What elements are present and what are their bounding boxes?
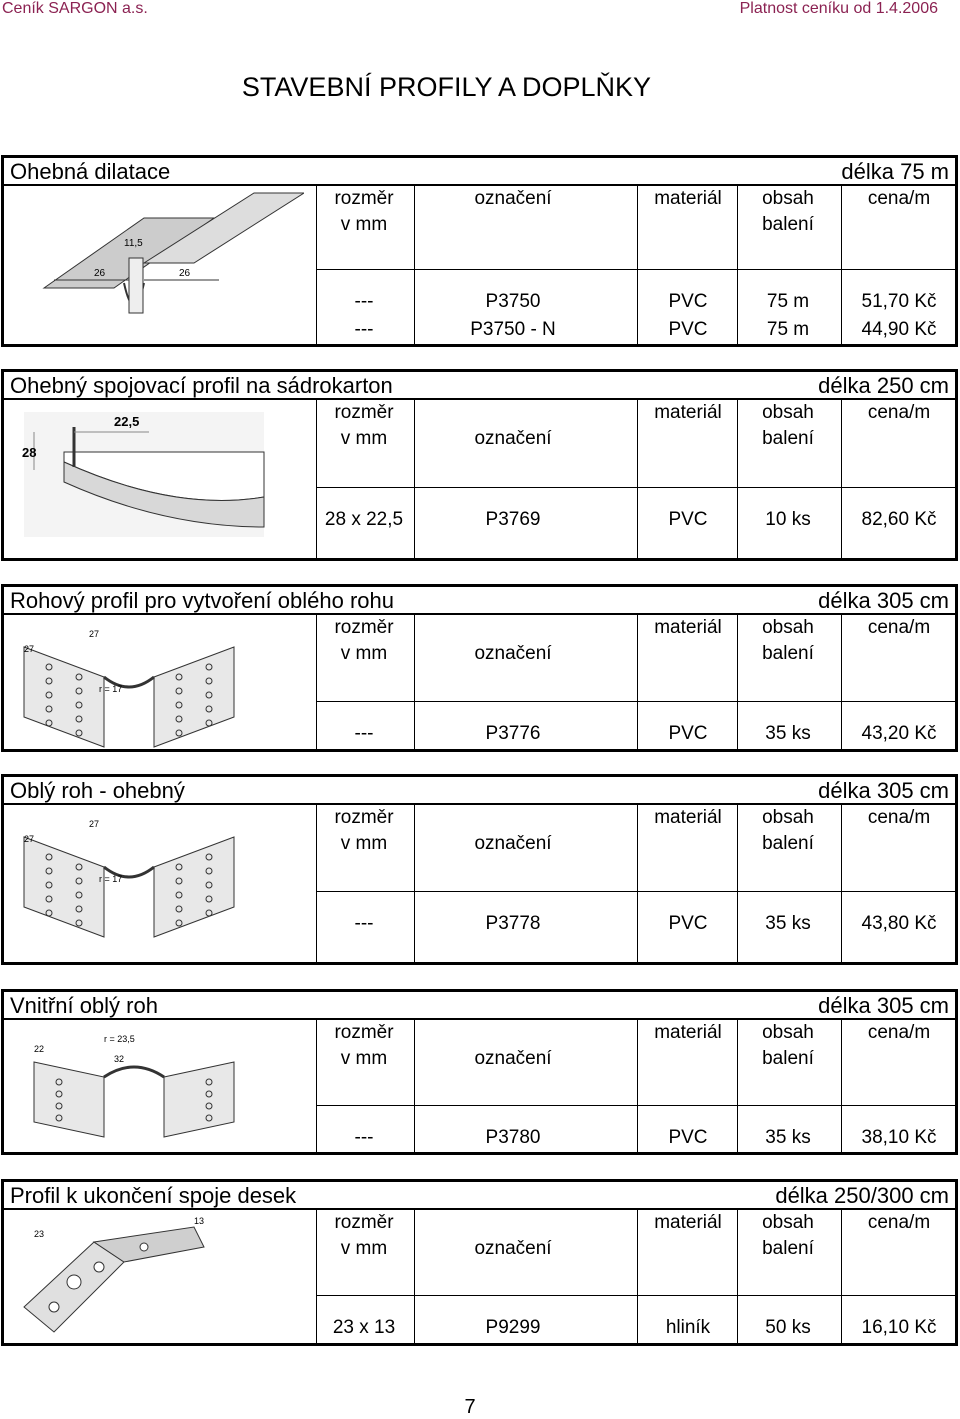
profile-drawing <box>4 807 304 947</box>
section-title: Ohebná dilatace <box>10 159 171 184</box>
section-title: Profil k ukončení spoje desek <box>10 1183 297 1208</box>
profile-section <box>1 155 958 347</box>
cell-rozmer: --- <box>354 1127 374 1148</box>
cell-rozmer: --- <box>354 291 374 312</box>
page-title: STAVEBNÍ PROFILY A DOPLŇKY <box>241 72 652 102</box>
cell-material: PVC <box>668 319 708 340</box>
column-label-rozmer-unit: v mm <box>340 214 388 235</box>
drawing-label: 32 <box>114 1054 125 1064</box>
drawing-label: 26 <box>94 268 106 279</box>
profile-image <box>4 402 316 558</box>
column-label-oznaceni: označení <box>474 1238 552 1259</box>
cell-rozmer: --- <box>354 913 374 934</box>
cell-material: PVC <box>668 291 708 312</box>
cell-obsah: 75 m <box>766 319 810 340</box>
section-length: délka 250/300 cm <box>775 1183 949 1208</box>
cell-material: PVC <box>668 509 708 530</box>
drawing-label: 22,5 <box>114 414 140 429</box>
section-divider <box>4 1018 955 1020</box>
column-label-rozmer-unit: v mm <box>340 428 388 449</box>
profile-image <box>4 1022 316 1152</box>
drawing-label: 11,5 <box>124 238 143 249</box>
column-label-obsah: obsah <box>762 402 814 423</box>
profile-section <box>1 989 958 1155</box>
profile-image <box>4 617 316 749</box>
column-label-baleni: balení <box>762 643 814 664</box>
profile-section <box>1 1179 958 1346</box>
drawing-label: 27 <box>24 834 35 844</box>
row-separator <box>316 269 955 270</box>
section-title: Oblý roh - ohebný <box>10 778 185 803</box>
profile-drawing <box>4 1022 304 1162</box>
column-label-cena: cena/m <box>867 402 931 423</box>
cell-rozmer: 23 x 13 <box>332 1317 396 1338</box>
column-label-material: materiál <box>654 1022 722 1043</box>
profile-image <box>4 1212 316 1343</box>
row-separator <box>316 1295 955 1296</box>
section-length: délka 75 m <box>841 159 949 184</box>
cell-cena: 43,80 Kč <box>861 913 937 934</box>
cell-cena: 51,70 Kč <box>861 291 937 312</box>
column-label-rozmer: rozměr <box>334 807 394 828</box>
cell-oznaceni: P3750 - N <box>470 319 556 340</box>
header-validity: Platnost ceníku od 1.4.2006 <box>739 0 938 17</box>
cell-material: hliník <box>665 1317 711 1338</box>
section-title: Rohový profil pro vytvoření oblého rohu <box>10 588 394 613</box>
section-length: délka 305 cm <box>818 993 949 1018</box>
drawing-label: 27 <box>24 644 35 654</box>
cell-rozmer: 28 x 22,5 <box>324 509 404 530</box>
cell-cena: 43,20 Kč <box>861 723 937 744</box>
column-label-obsah: obsah <box>762 1022 814 1043</box>
drawing-label: r = 17 <box>99 684 123 694</box>
column-label-cena: cena/m <box>867 188 931 209</box>
profile-image <box>4 807 316 962</box>
column-label-rozmer: rozměr <box>334 402 394 423</box>
drawing-label: 23 <box>34 1229 45 1239</box>
row-separator <box>316 701 955 702</box>
cell-material: PVC <box>668 723 708 744</box>
column-label-material: materiál <box>654 807 722 828</box>
section-title: Vnitřní oblý roh <box>10 993 158 1018</box>
cell-oznaceni: P3776 <box>485 723 541 744</box>
cell-obsah: 75 m <box>766 291 810 312</box>
section-length: délka 250 cm <box>818 373 949 398</box>
profile-image <box>4 188 316 344</box>
section-divider <box>4 184 955 186</box>
drawing-label: 27 <box>89 819 100 829</box>
section-divider <box>4 803 955 805</box>
column-label-baleni: balení <box>762 214 814 235</box>
cell-cena: 44,90 Kč <box>861 319 937 340</box>
column-label-rozmer-unit: v mm <box>340 643 388 664</box>
column-label-rozmer: rozměr <box>334 188 394 209</box>
drawing-label: r = 23,5 <box>104 1034 135 1044</box>
cell-obsah: 10 ks <box>765 509 811 530</box>
cell-oznaceni: P3778 <box>485 913 541 934</box>
profile-drawing <box>4 402 304 542</box>
column-label-oznaceni: označení <box>474 833 552 854</box>
cell-oznaceni: P3780 <box>485 1127 541 1148</box>
column-label-rozmer-unit: v mm <box>340 1048 388 1069</box>
cell-oznaceni: P3750 <box>485 291 541 312</box>
column-label-oznaceni: označení <box>474 428 552 449</box>
profile-drawing <box>4 1212 304 1352</box>
cell-oznaceni: P9299 <box>485 1317 541 1338</box>
column-label-rozmer: rozměr <box>334 617 394 638</box>
cell-cena: 82,60 Kč <box>861 509 937 530</box>
column-label-material: materiál <box>654 402 722 423</box>
cell-obsah: 35 ks <box>765 723 811 744</box>
cell-obsah: 50 ks <box>765 1317 811 1338</box>
column-label-obsah: obsah <box>762 188 814 209</box>
column-label-cena: cena/m <box>867 617 931 638</box>
section-divider <box>4 398 955 400</box>
cell-obsah: 35 ks <box>765 1127 811 1148</box>
row-separator <box>316 891 955 892</box>
row-separator <box>316 487 955 488</box>
cell-material: PVC <box>668 913 708 934</box>
drawing-label: 22 <box>34 1044 45 1054</box>
page-number: 7 <box>464 1396 476 1418</box>
drawing-label: 28 <box>22 445 37 460</box>
column-label-oznaceni: označení <box>474 1048 552 1069</box>
column-label-baleni: balení <box>762 1048 814 1069</box>
column-label-baleni: balení <box>762 1238 814 1259</box>
drawing-label: r = 17 <box>99 874 123 884</box>
header-company: Ceník SARGON a.s. <box>2 0 148 17</box>
profile-drawing <box>4 188 304 328</box>
column-label-oznaceni: označení <box>474 643 552 664</box>
drawing-label: 27 <box>89 629 100 639</box>
section-title: Ohebný spojovací profil na sádrokarton <box>10 373 393 398</box>
column-label-cena: cena/m <box>867 807 931 828</box>
row-separator <box>316 1105 955 1106</box>
cell-cena: 38,10 Kč <box>861 1127 937 1148</box>
column-label-material: materiál <box>654 617 722 638</box>
profile-section <box>1 369 958 561</box>
drawing-label: 26 <box>179 268 191 279</box>
cell-cena: 16,10 Kč <box>861 1317 937 1338</box>
section-divider <box>4 1208 955 1210</box>
section-length: délka 305 cm <box>818 588 949 613</box>
cell-obsah: 35 ks <box>765 913 811 934</box>
profile-drawing <box>4 617 304 757</box>
column-label-cena: cena/m <box>867 1022 931 1043</box>
cell-material: PVC <box>668 1127 708 1148</box>
column-label-rozmer: rozměr <box>334 1212 394 1233</box>
column-label-obsah: obsah <box>762 807 814 828</box>
column-label-rozmer-unit: v mm <box>340 833 388 854</box>
column-label-rozmer-unit: v mm <box>340 1238 388 1259</box>
column-label-oznaceni: označení <box>474 188 552 209</box>
section-divider <box>4 613 955 615</box>
cell-oznaceni: P3769 <box>485 509 541 530</box>
column-label-cena: cena/m <box>867 1212 931 1233</box>
profile-section <box>1 584 958 752</box>
cell-rozmer: --- <box>354 319 374 340</box>
column-label-obsah: obsah <box>762 617 814 638</box>
drawing-label: 13 <box>194 1216 205 1226</box>
column-label-baleni: balení <box>762 833 814 854</box>
column-label-obsah: obsah <box>762 1212 814 1233</box>
column-label-material: materiál <box>654 188 722 209</box>
column-label-material: materiál <box>654 1212 722 1233</box>
column-label-rozmer: rozměr <box>334 1022 394 1043</box>
cell-rozmer: --- <box>354 723 374 744</box>
section-length: délka 305 cm <box>818 778 949 803</box>
profile-section <box>1 774 958 965</box>
column-label-baleni: balení <box>762 428 814 449</box>
